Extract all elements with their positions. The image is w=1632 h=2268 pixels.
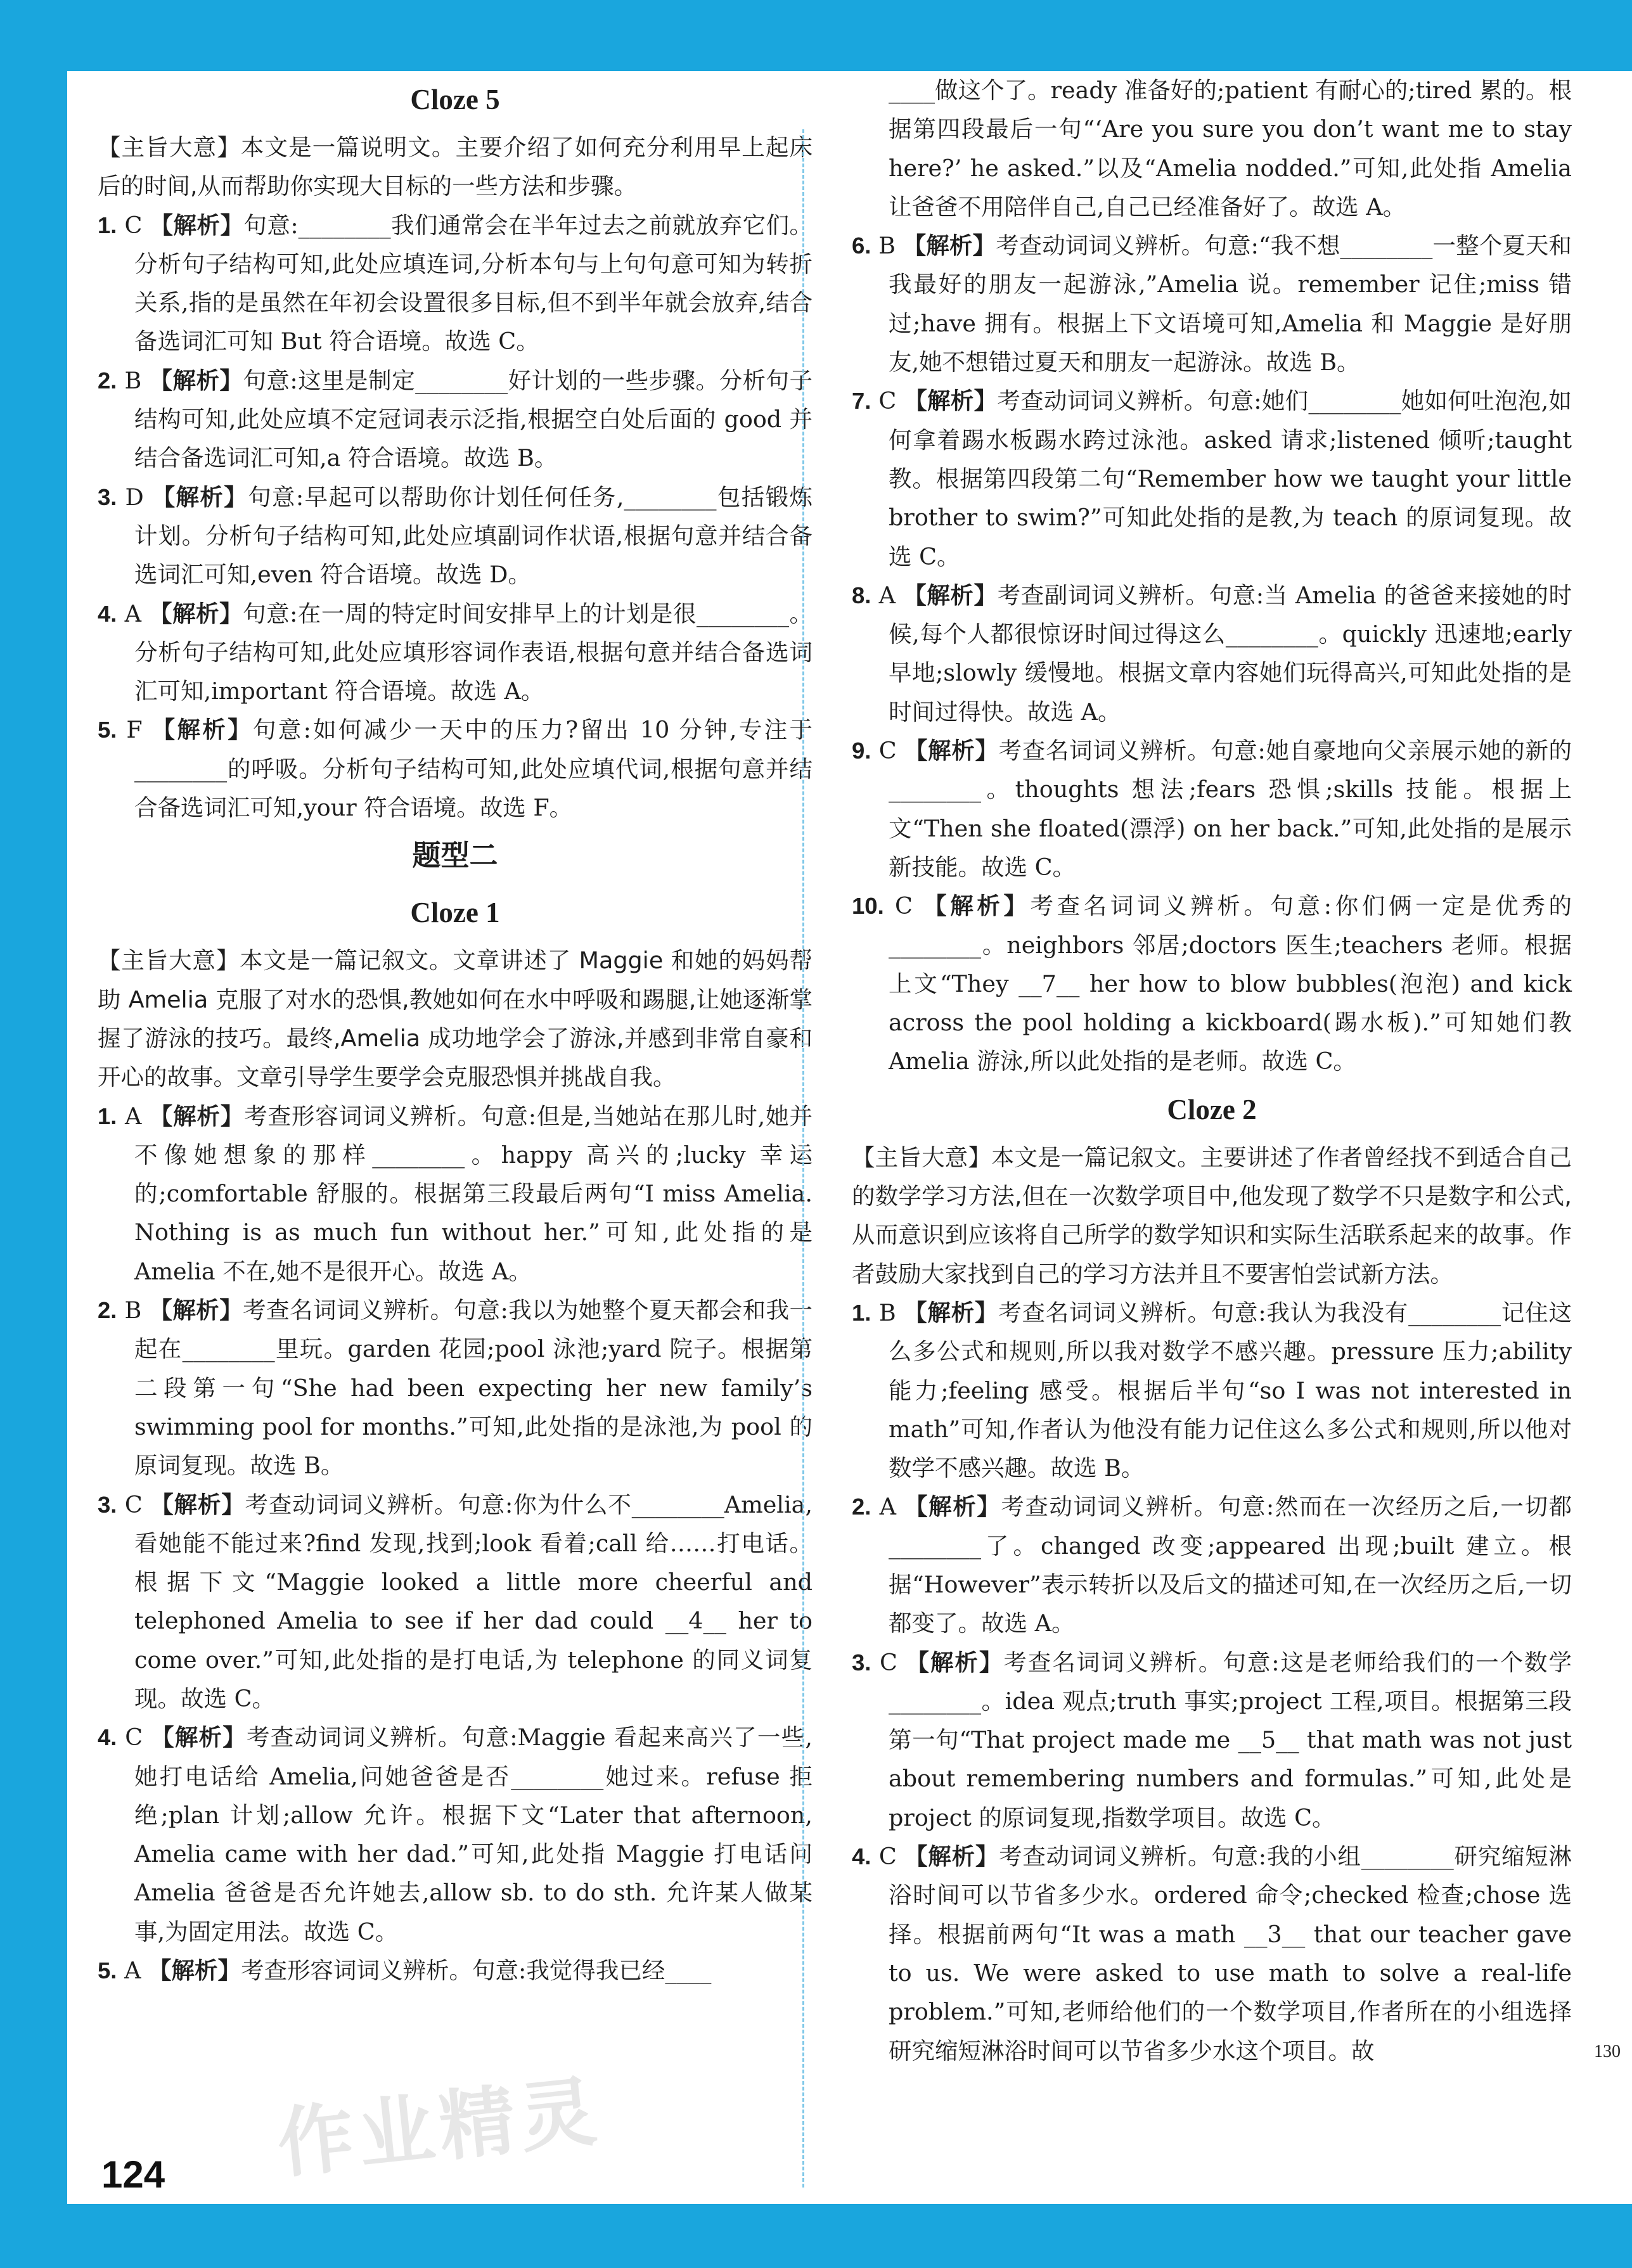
analysis-text: 考查动词词义辨析。句意:“我不想________一整个夏天和我最好的朋友一起游泳,”Amelia 说。remember 记住;miss 错过;have 拥有。根据上下文语境可知,Amelia 和 Maggie 是好朋友,她不想错过夏天和朋友一起游泳。故选 B。	[889, 232, 1572, 376]
left-column	[98, 71, 813, 1990]
analysis-tag: 【解析】	[904, 1843, 999, 1871]
item-number: 5.	[98, 717, 117, 743]
item-number: 8.	[852, 582, 871, 608]
analysis-tag: 【解析】	[151, 483, 248, 511]
answer-letter: D	[125, 483, 144, 511]
analysis-text: 考查副词词义辨析。句意:当 Amelia 的爸爸来接她的时候,每个人都很惊讶时间过得这么________。quickly 迅速地;early 早地;slowly 缓慢地。根据文章内容她们玩得高兴,可知此处指的是时间过得快。故选 A。	[889, 581, 1572, 726]
analysis-text: 考查名词词义辨析。句意:这是老师给我们的一个数学________。idea 观点;truth 事实;project 工程,项目。根据第三段第一句“That project made me __5__ that math was not just about remembering numbers and formulas.”可知,此处是 project 的原词复现,指数学项目。故选 C。	[889, 1648, 1572, 1831]
cloze5-summary: 【主旨大意】本文是一篇说明文。主要介绍了如何充分利用早上起床后的时间,从而帮助你实现大目标的一些方法和步骤。	[98, 134, 813, 200]
item-number: 3.	[852, 1649, 871, 1675]
answer-item	[98, 206, 813, 361]
answer-item	[852, 1487, 1572, 1643]
watermark: 作业精灵	[273, 2067, 605, 2189]
column-divider	[802, 129, 804, 2188]
answer-letter: B	[124, 366, 142, 394]
analysis-text: 句意:如何减少一天中的压力?留出 10 分钟,专注于________的呼吸。分析句子结构可知,此处应填代词,根据句意并结合备选词汇可知,your 符合语境。故选 F。	[134, 716, 813, 822]
answer-letter: C	[880, 1648, 897, 1676]
answer-item	[98, 1485, 813, 1719]
answer-item	[98, 1291, 813, 1485]
answer-item	[852, 1837, 1572, 2070]
analysis-tag: 【解析】	[151, 716, 253, 744]
analysis-tag: 【解析】	[150, 211, 244, 239]
item-number: 1.	[852, 1299, 871, 1326]
item-number: 2.	[852, 1494, 871, 1520]
answer-letter: A	[124, 599, 141, 627]
answer-item	[852, 887, 1572, 1080]
cloze2-summary: 【主旨大意】本文是一篇记叙文。主要讲述了作者曾经找不到适合自己的数学学习方法,但在一次数学项目中,他发现了数学不只是数字和公式,从而意识到应该将自己所学的数学知识和实际生活联系起来的故事。作者鼓励大家找到自己的学习方法并且不要害怕尝试新方法。	[852, 1143, 1572, 1288]
analysis-tag: 【解析】	[904, 1298, 999, 1326]
answer-letter: B	[878, 232, 896, 260]
analysis-tag: 【解析】	[149, 599, 243, 627]
answer-letter: C	[878, 1843, 897, 1871]
item-number: 7.	[852, 388, 871, 414]
answer-letter: A	[124, 1102, 142, 1130]
analysis-tag: 【解析】	[904, 1493, 1001, 1521]
answer-item	[98, 361, 813, 478]
answer-item	[98, 594, 813, 711]
answer-letter: B	[878, 1298, 896, 1326]
answer-item	[852, 1293, 1572, 1487]
answer-letter: C	[878, 387, 897, 415]
item-number: 10.	[852, 893, 884, 919]
analysis-text: 句意:________我们通常会在半年过去之前就放弃它们。分析句子结构可知,此处应填连词,分析本句与上句句意可知为转折关系,指的是虽然在年初会设置很多目标,但不到半年就会放弃,结合备选词汇可知 But 符合语境。故选 C。	[134, 211, 813, 356]
item-number: 4.	[98, 600, 117, 627]
analysis-text: 句意:在一周的特定时间安排早上的计划是很________。分析句子结构可知,此处应填形容词作表语,根据句意并结合备选词汇可知,important 符合语境。故选 A。	[134, 599, 813, 705]
analysis-tag: 【解析】	[148, 1957, 241, 1985]
analysis-text: 句意:早起可以帮助你计划任何任务,________包括锻炼计划。分析句子结构可知,此处应填副词作状语,根据句意并结合备选词汇可知,even 符合语境。故选 D。	[134, 483, 813, 589]
analysis-tag: 【解析】	[904, 387, 998, 415]
analysis-text: 考查动词词义辨析。句意:Maggie 看起来高兴了一些,她打电话给 Amelia,问她爸爸是否________她过来。refuse 拒绝;plan 计划;allow 允许。根据下文“Later that afternoon, Amelia came with her dad.”可知,此处指 Maggie 打电话问 Amelia 爸爸是否允许她去,allow sb. to do sth. 允许某人做某事,为固定用法。故选 C。	[134, 1724, 813, 1945]
cloze1-title: Cloze 1	[410, 897, 500, 929]
analysis-tag: 【解析】	[149, 366, 243, 394]
item-number: 1.	[98, 1103, 117, 1129]
answer-item	[98, 1951, 813, 1990]
answer-letter: C	[124, 1490, 143, 1518]
item-number: 4.	[852, 1843, 871, 1870]
analysis-text: 考查形容词词义辨析。句意:但是,当她站在那儿时,她并不像她想象的那样________。happy 高兴的;lucky 幸运的;comfortable 舒服的。根据第三段最后两句“I miss Amelia. Nothing is as much fun without her.”可知,此处指的是 Amelia 不在,她不是很开心。故选 A。	[134, 1102, 813, 1285]
cloze5-title: Cloze 5	[410, 84, 500, 115]
answer-letter: A	[879, 1493, 896, 1521]
analysis-text: 考查名词词义辨析。句意:我认为我没有________记住这么多公式和规则,所以我对数学不感兴趣。pressure 压力;ability 能力;feeling 感受。根据后半句“so I was not interested in math”可知,作者认为他没有能力记住这么多公式和规则,所以他对数学不感兴趣。故选 B。	[889, 1298, 1572, 1482]
answer-letter: A	[878, 581, 896, 609]
answer-letter: C	[878, 737, 897, 765]
answer-item	[852, 576, 1572, 731]
analysis-tag: 【解析】	[923, 892, 1031, 920]
continued-text: ____做这个了。ready 准备好的;patient 有耐心的;tired 累的。根据第四段最后一句“‘Are you sure you don’t want me to stay here?’ he asked.”以及“Amelia nodded.”可知,此处指 Amelia 让爸爸不用陪伴自己,自己已经准备好了。故选 A。	[889, 77, 1572, 221]
item-number: 6.	[852, 233, 871, 259]
analysis-text: 考查名词词义辨析。句意:她自豪地向父亲展示她的新的________。thoughts 想法;fears 恐惧;skills 技能。根据上文“Then she floated(漂浮) on her back.”可知,此处指的是展示新技能。故选 C。	[889, 737, 1572, 881]
cloze1-summary: 【主旨大意】本文是一篇记叙文。文章讲述了 Maggie 和她的妈妈帮助 Amelia 克服了对水的恐惧,教她如何在水中呼吸和踢腿,让她逐渐掌握了游泳的技巧。最终,Amelia 成功地学会了游泳,并感到非常自豪和开心的故事。文章引导学生要学会克服恐惧并挑战自我。	[98, 947, 813, 1091]
answer-letter: F	[126, 716, 143, 744]
item-number: 3.	[98, 484, 117, 510]
answer-item	[852, 1643, 1572, 1837]
answer-letter: A	[124, 1957, 141, 1985]
answer-item	[852, 226, 1572, 381]
analysis-tag: 【解析】	[903, 232, 996, 260]
analysis-text: 考查名词词义辨析。句意:我以为她整个夏天都会和我一起在________里玩。garden 花园;pool 泳池;yard 院子。根据第二段第一句“She had been expecting her new family’s swimming pool for months.”可知,此处指的是泳池,为 pool 的原词复现。故选 B。	[134, 1297, 813, 1480]
side-page-number: 130	[1594, 2042, 1621, 2061]
analysis-tag: 【解析】	[906, 1648, 1004, 1676]
answer-page	[67, 71, 1632, 2204]
item-number: 2.	[98, 367, 117, 394]
answer-item	[98, 1097, 813, 1291]
analysis-text: 考查动词词义辨析。句意:你为什么不________Amelia,看她能不能过来?find 发现,找到;look 看着;call 给……打电话。根据下文“Maggie looked a little more cheerful and telephoned Amelia to see if her dad could __4__ her to come over.”可知,此处指的是打电话,为 telephone 的同义词复现。故选 C。	[134, 1490, 813, 1712]
answer-letter: C	[124, 211, 143, 239]
section-title: 题型二	[412, 838, 498, 873]
analysis-tag: 【解析】	[903, 581, 998, 609]
answer-item	[98, 710, 813, 827]
item-number: 2.	[98, 1297, 117, 1324]
answer-letter: B	[124, 1297, 142, 1324]
answer-item	[852, 381, 1572, 575]
answer-item	[98, 478, 813, 594]
answer-letter: C	[125, 1724, 143, 1752]
analysis-tag: 【解析】	[151, 1724, 247, 1752]
analysis-text: 考查形容词词义辨析。句意:我觉得我已经____	[241, 1957, 712, 1985]
item-number: 9.	[852, 738, 871, 764]
item-number: 4.	[98, 1724, 117, 1751]
right-column	[852, 71, 1572, 2070]
item-number: 5.	[98, 1957, 117, 1984]
cloze2-title: Cloze 2	[1167, 1093, 1257, 1125]
item-number: 1.	[98, 212, 117, 238]
analysis-text: 句意:这里是制定________好计划的一些步骤。分析句子结构可知,此处应填不定冠词表示泛指,根据空白处后面的 good 并结合备选词汇可知,a 符合语境。故选 B。	[134, 366, 813, 472]
analysis-tag: 【解析】	[149, 1297, 243, 1324]
analysis-tag: 【解析】	[904, 737, 999, 765]
analysis-text: 考查动词词义辨析。句意:我的小组________研究缩短淋浴时间可以节省多少水。ordered 命令;checked 检查;chose 选择。根据前两句“It was a math __3__ that our teacher gave to us. We were asked to use math to solve a real-life problem.”可知,老师给他们的一个数学项目,作者所在的小组选择研究缩短淋浴时间可以节省多少水这个项目。故	[889, 1843, 1572, 2065]
answer-letter: C	[894, 892, 913, 920]
analysis-text: 考查名词词义辨析。句意:你们俩一定是优秀的________。neighbors 邻居;doctors 医生;teachers 老师。根据上文“They __7__ her how to blow bubbles(泡泡) and kick across the pool holding a kickboard(踢水板).”可知她们教 Amelia 游泳,所以此处指的是老师。故选 C。	[889, 892, 1572, 1075]
answer-item	[98, 1718, 813, 1951]
item-number: 3.	[98, 1491, 117, 1518]
analysis-text: 考查动词词义辨析。句意:然而在一次经历之后,一切都________了。changed 改变;appeared 出现;built 建立。根据“However”表示转折以及后文的描述可知,在一次经历之后,一切都变了。故选 A。	[889, 1493, 1572, 1637]
analysis-text: 考查动词词义辨析。句意:她们________她如何吐泡泡,如何拿着踢水板踢水跨过泳池。asked 请求;listened 倾听;taught 教。根据第四段第二句“Remember how we taught your little brother to swim?”可知此处指的是教,为 teach 的原词复现。故选 C。	[889, 387, 1572, 570]
analysis-tag: 【解析】	[150, 1490, 245, 1518]
page-number: 124	[101, 2153, 165, 2196]
answer-item	[852, 731, 1572, 887]
analysis-tag: 【解析】	[149, 1102, 245, 1130]
